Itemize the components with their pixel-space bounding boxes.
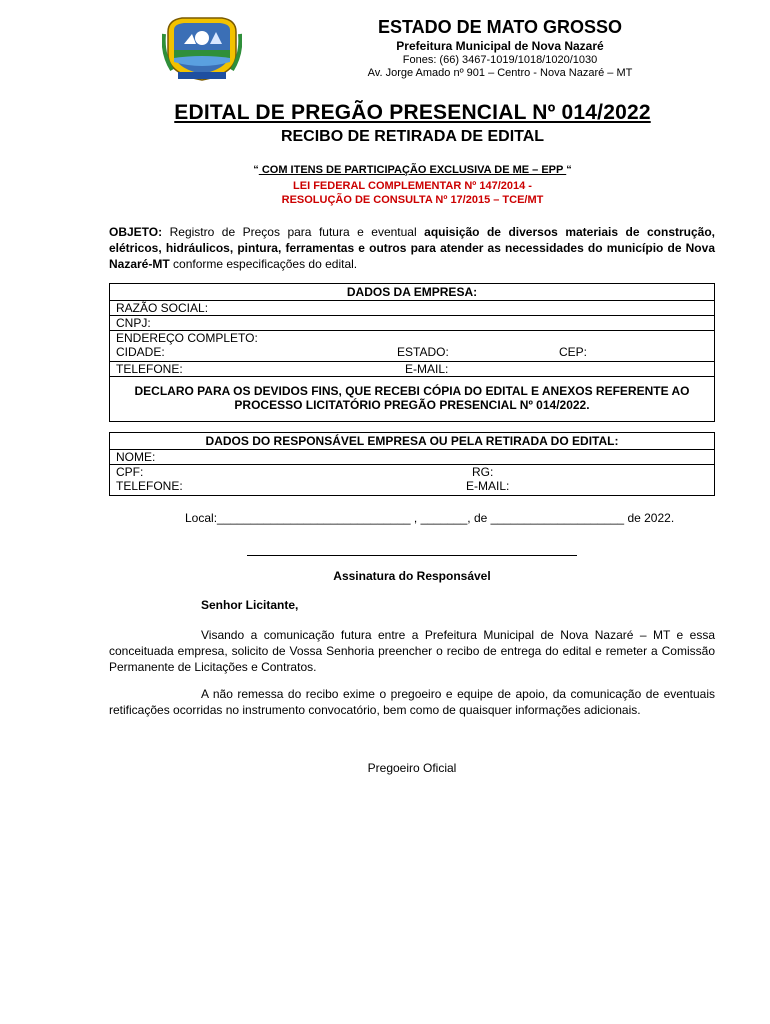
exclusive-text: COM ITENS DE PARTICIPAÇÃO EXCLUSIVA DE ME – EPP: [258, 164, 567, 176]
salutation: Senhor Licitante,: [201, 598, 299, 612]
declaration-text: DECLARO PARA OS DEVIDOS FINS, QUE RECEBI CÓPIA DO EDITAL E ANEXOS REFERENTE AO PROCESSO LICITATÓRIO PREGÃO PRESENCIAL Nº 014/2022.: [110, 377, 715, 422]
law-reference-2: RESOLUÇÃO DE CONSULTA Nº 17/2015 – TCE/MT: [281, 194, 544, 206]
email-field[interactable]: E-MAIL:: [405, 362, 449, 376]
nome-field[interactable]: NOME:: [110, 450, 715, 465]
phone-email-row: [110, 362, 715, 377]
telefone-field[interactable]: TELEFONE:: [116, 362, 183, 376]
signature-line: [247, 555, 577, 556]
razao-social-field[interactable]: RAZÃO SOCIAL:: [110, 301, 715, 316]
responsible-data-table: [109, 432, 715, 496]
local-date-line[interactable]: Local:_____________________________ , _______, de ____________________ de 2022.: [185, 511, 675, 525]
cnpj-field[interactable]: CNPJ:: [110, 316, 715, 331]
objeto-text-1: Registro de Preços para futura e eventual: [162, 225, 425, 239]
objeto-text-2: conforme especificações do edital.: [169, 257, 358, 271]
header-phones: Fones: (66) 3467-1019/1018/1020/1030: [402, 54, 598, 66]
objeto-bold-text: aquisição de diversos materiais de construção, elétricos, hidráulicos, pintura, ferramentas e outros para atender as necessidades do município de Nova Nazaré-MT: [109, 225, 716, 271]
objeto-paragraph: [109, 224, 715, 272]
coat-of-arms-logo: [162, 14, 242, 82]
company-data-table: [109, 283, 715, 422]
paragraph-communication: Visando a comunicação futura entre a Prefeitura Municipal de Nova Nazaré – MT e essa conceituada empresa, solicito de Vossa Senhoria preencher o recibo de entrega do edital e remeter a Comissão Permanente de Licitações e Contratos.: [109, 628, 715, 674]
endereco-field[interactable]: ENDEREÇO COMPLETO:: [116, 331, 258, 345]
cpf-phone-rows: [110, 465, 715, 496]
cep-field[interactable]: CEP:: [559, 345, 588, 359]
address-city-row: [110, 331, 715, 362]
document-title: EDITAL DE PREGÃO PRESENCIAL Nº 014/2022: [174, 101, 651, 124]
exclusive-participation-note: [100, 164, 725, 176]
responsible-data-heading: DADOS DO RESPONSÁVEL EMPRESA OU PELA RETIRADA DO EDITAL:: [110, 433, 715, 450]
header-prefeitura: Prefeitura Municipal de Nova Nazaré: [396, 39, 604, 53]
objeto-label: OBJETO:: [109, 225, 163, 239]
company-data-heading: DADOS DA EMPRESA:: [110, 284, 715, 301]
rg-field[interactable]: RG:: [472, 465, 494, 479]
responsible-telefone-field[interactable]: TELEFONE:: [116, 479, 183, 493]
header-state: ESTADO DE MATO GROSSO: [377, 17, 623, 37]
cpf-field[interactable]: CPF:: [116, 465, 144, 479]
pregoeiro-signature: Pregoeiro Oficial: [367, 761, 457, 775]
law-reference-1: LEI FEDERAL COMPLEMENTAR Nº 147/2014 -: [293, 180, 532, 192]
signature-label: Assinatura do Responsável: [333, 569, 491, 583]
city-state-cep-row: [116, 345, 708, 359]
cidade-field[interactable]: CIDADE:: [116, 345, 165, 359]
close-quote: “: [566, 164, 572, 176]
paragraph-non-remittance: A não remessa do recibo exime o pregoeiro e equipe de apoio, da comunicação de eventuais retificações ocorridas no instrumento convocatório, bem como de quaisquer informações adicionais.: [109, 687, 715, 717]
responsible-email-field[interactable]: E-MAIL:: [466, 479, 510, 493]
document-subtitle: RECIBO DE RETIRADA DE EDITAL: [280, 128, 545, 145]
open-quote: “: [253, 164, 259, 176]
header-address: Av. Jorge Amado nº 901 – Centro - Nova Nazaré – MT: [367, 67, 633, 79]
estado-field[interactable]: ESTADO:: [397, 345, 449, 359]
